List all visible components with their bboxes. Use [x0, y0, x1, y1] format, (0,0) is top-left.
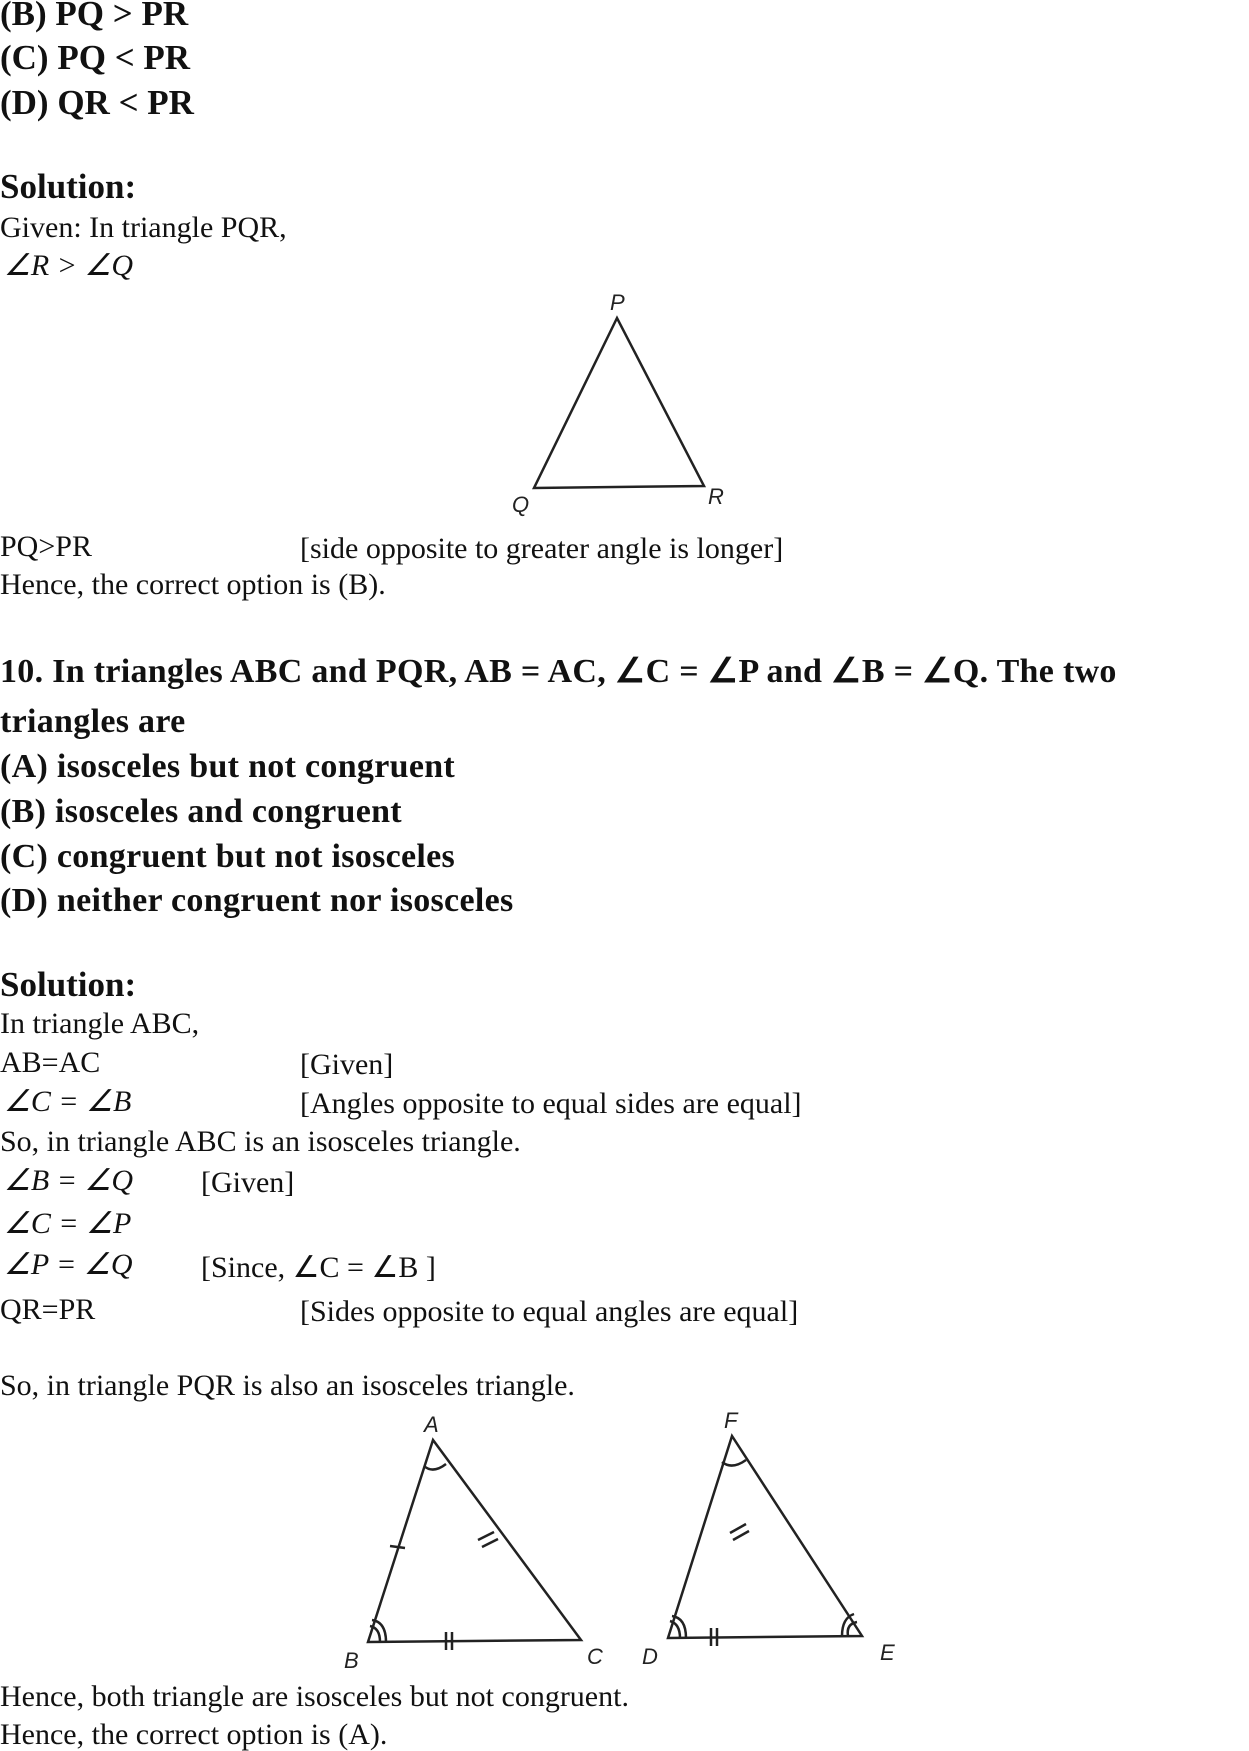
- step-stmt: ∠P = ∠Q: [4, 1248, 133, 1281]
- step-stmt: PQ>PR: [0, 530, 92, 563]
- triangle-def: [668, 1436, 862, 1646]
- step-stmt: AB=AC: [0, 1046, 101, 1079]
- label-p: P: [610, 290, 625, 315]
- question-10-line1: 10. In triangles ABC and PQR, AB = AC, ∠C = ∠P and ∠B = ∠Q. The two: [0, 653, 1117, 690]
- solution-heading: Solution:: [0, 167, 137, 206]
- triangle-pqr: [512, 290, 724, 517]
- option-b: (B) isosceles and congruent: [0, 793, 402, 830]
- option-d: (D) QR < PR: [0, 83, 194, 122]
- option-d: (D) neither congruent nor isosceles: [0, 882, 514, 919]
- label-c: C: [587, 1644, 603, 1669]
- label-b: B: [344, 1648, 359, 1673]
- label-a: A: [424, 1412, 439, 1437]
- step-reason: [Since, ∠C = ∠B ]: [201, 1251, 436, 1284]
- intro-text: In triangle ABC,: [0, 1007, 200, 1040]
- conclusion: Hence, the correct option is (B).: [0, 568, 386, 601]
- question-10-line2: triangles are: [0, 703, 186, 740]
- so-text: So, in triangle PQR is also an isosceles triangle.: [0, 1369, 575, 1402]
- so-text: So, in triangle ABC is an isosceles triangle.: [0, 1125, 521, 1158]
- conclusion: Hence, both triangle are isosceles but not congruent.: [0, 1680, 629, 1713]
- step-stmt: ∠C = ∠P: [4, 1207, 132, 1240]
- option-c: (C) congruent but not isosceles: [0, 838, 456, 875]
- step-stmt: QR=PR: [0, 1293, 96, 1326]
- angle-relation: ∠R > ∠Q: [4, 249, 134, 282]
- step-reason: [Given]: [300, 1048, 394, 1081]
- label-r: R: [708, 484, 724, 509]
- step-reason: [Angles opposite to equal sides are equal]: [300, 1087, 802, 1120]
- option-b: (B) PQ > PR: [0, 0, 189, 33]
- given-text: Given: In triangle PQR,: [0, 211, 287, 244]
- label-q: Q: [512, 492, 530, 517]
- option-c: (C) PQ < PR: [0, 38, 191, 77]
- triangle-abc: [368, 1440, 581, 1650]
- option-a: (A) isosceles but not congruent: [0, 748, 456, 785]
- solution-heading: Solution:: [0, 965, 137, 1004]
- step-stmt: ∠B = ∠Q: [4, 1164, 134, 1197]
- step-reason: [side opposite to greater angle is longer]: [300, 532, 784, 565]
- label-f: F: [724, 1408, 738, 1433]
- label-e: E: [880, 1640, 895, 1665]
- step-stmt: ∠C = ∠B: [4, 1085, 132, 1118]
- label-d: D: [642, 1644, 658, 1669]
- conclusion: Hence, the correct option is (A).: [0, 1718, 388, 1751]
- step-reason: [Given]: [201, 1166, 295, 1199]
- step-reason: [Sides opposite to equal angles are equal]: [300, 1295, 799, 1328]
